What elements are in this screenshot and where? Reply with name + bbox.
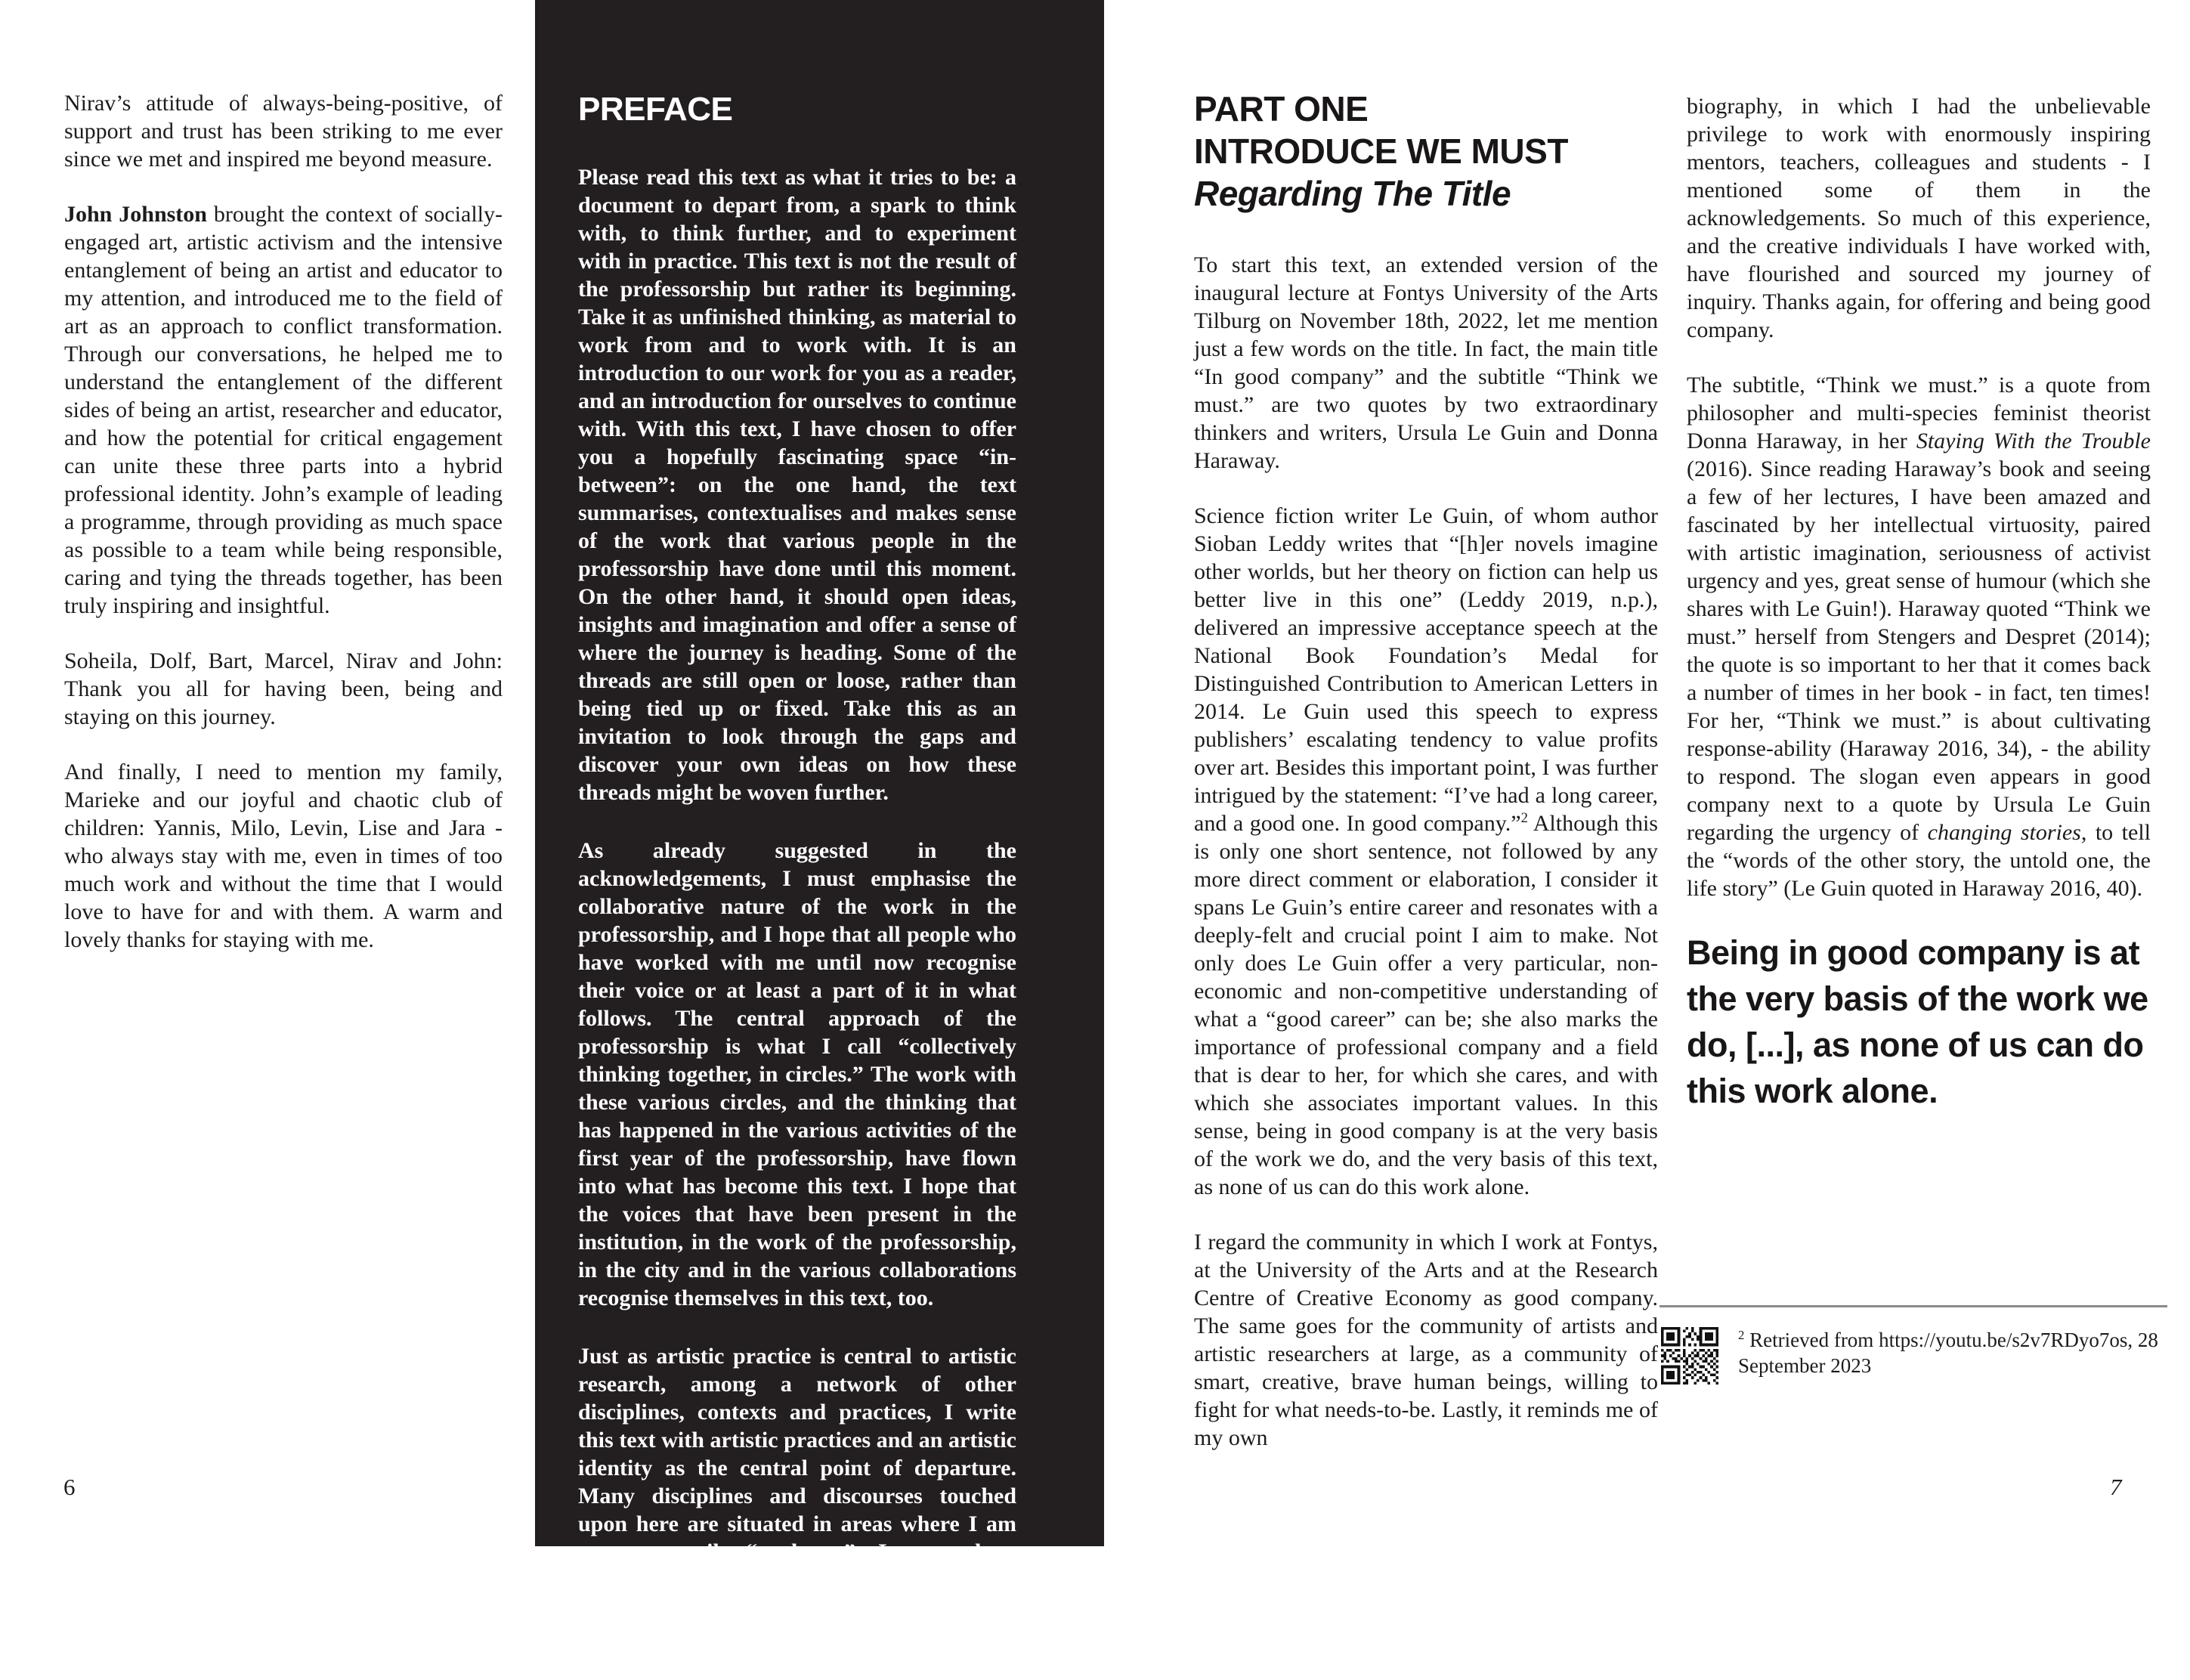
body-paragraph: Please read this text as what it tries to be: a document to depart from, a spark to think with, to think further, and to experiment with in practice. This text is not the result of the professorship but rather its beginning. Take it as unfinished thinking, as material to work from and to work with. It is an introduction to our work for you as a reader, and an introduction for ourselves to continue with. With this text, I have chosen to offer you a hopefully fascinating space “in-between”: on the one hand, the text summarises, contextualises and makes sense of the work that various people in the professorship have done until this moment. On the other hand, it should open ideas, insights and imagination and offer a sense of where the journey is heading. Some of the threads are still open or loose, rather than being tied up or fixed. Take this as an invitation to look through the gaps and discover your own ideas on how these threads might be woven further. [578,165,1016,805]
body-paragraph: Nirav’s attitude of always-being-positive, of support and trust has been striking to me ever since we met and inspired me beyond measure. [64,91,503,172]
body-paragraph: Just as artistic practice is central to artistic research, among a network of other disciplines, contexts and practices, I write this text with artistic practices and an artistic identity as the central point of departure. Many disciplines and discourses touched upon here are situated in areas where I am not necessarily “at home”; I enter them rather as a guest, a visitor, exploring resonances and exchanging with them through the perspective of the arts. [578,1344,1016,1648]
right-page-column-2 [1687,92,2151,1114]
body-paragraph: The subtitle, “Think we must.” is a quote from philosopher and multi-species feminist theorist Donna Haraway, in her Staying With the Trouble (2016). Since reading Haraway’s book and seeing a few of her lectures, I have been amazed and fascinated by her intellectual virtuosity, paired with artistic imagination, seriousness of activist urgency and yes, great sense of humour (which she shares with Le Guin!). Haraway quoted “Think we must.” herself from Stengers and Despret (2014); the quote is so important to her that it comes back a number of times in her book - in fact, ten times! For her, “Think we must.” is about cultivating response-ability (Haraway 2016, 34), - the ability to respond. The slogan even appears in good company next to a quote by Ursula Le Guin regarding the urgency of changing stories, to tell the “words of the other story, the untold one, the life story” (Le Guin quoted in Haraway 2016, 40). [1687,373,2151,901]
part-title-line1: PART ONE [1194,89,1369,128]
qr-code-icon [1661,1327,1718,1385]
pull-quote: Being in good company is at the very basis of the work we do, [...], as none of us can do this work alone. [1687,933,2148,1110]
part-one-heading [1194,88,1663,215]
page-number-left: 6 [63,1474,76,1500]
body-paragraph: John Johnston brought the context of socially-engaged art, artistic activism and the intensive entanglement of being an artist and educator to my attention, and introduced me to the field of art as an approach to conflict transformation. Through our conversations, he helped me to understand the entanglement of the different sides of being an artist, researcher and educator, and how the potential for critical engagement can unite these three parts into a hybrid professional identity. John’s example of leading a programme, through providing as much space as possible to a team while being responsible, caring and tying the threads together, has been truly inspiring and insightful. [64,202,503,618]
part-title-line2: INTRODUCE WE MUST [1194,131,1568,171]
footnote-divider [1660,1305,2167,1307]
preface-column [578,92,1016,1680]
part-title-line3: Regarding The Title [1194,174,1511,213]
body-paragraph: Science fiction writer Le Guin, of whom author Sioban Leddy writes that “[h]er novels imagine other worlds, but her theory on fiction can help us better live in this one” (Leddy 2019, n.p.), delivered an impressive acceptance speech at the National Book Foundation’s Medal for Distinguished Contribution to American Letters in 2014. Le Guin used this speech to express publishers’ escalating tendency to value profits over art. Besides this important point, I was further intrigued by the statement: “I’ve had a long career, and a good one. In good company.”$^2$ Although this is only one short sentence, not followed by any more direct comment or elaboration, I consider it spans Le Guin’s entire career and resonates with a deeply-felt and crucial point I aim to make. Not only does Le Guin offer a very particular, non-economic and non-competitive understanding of what a “good career” can be; she also marks the importance of professional company and a field that is dear to her, for which she cares, and with which she associates important values. In this sense, being in good company is at the very basis of the work we do, and the very basis of this text, as none of us can do this work alone. [1194,503,1658,1199]
preface-panel [535,0,1104,1648]
preface-title: PREFACE [578,91,733,128]
body-paragraph: Soheila, Dolf, Bart, Marcel, Nirav and John: Thank you all for having been, being and staying on this journey. [64,648,503,729]
body-paragraph: As already suggested in the acknowledgements, I must emphasise the collaborative nature of the work in the professorship, and I hope that all people who have worked with me until now recognise their voice or at least a part of it in what follows. The central approach of the professorship is what I call “collectively thinking together, in circles.” The work with these various circles, and the thinking that has happened in the various activities of the first year of the professorship, have flown into what has become this text. I hope that the voices that have been present in the institution, in the work of the professorship, in the city and in the various collaborations recognise themselves in this text, too. [578,838,1016,1310]
footnote-text: $^2$ Retrieved from https://youtu.be/s2v7RDyo7os, 28 September 2023 [1738,1328,2158,1377]
right-page-column-1 [1194,251,1658,1479]
body-paragraph: biography, in which I had the unbelievable privilege to work with enormously inspiring mentors, teachers, colleagues and students - I mentioned some of them in the acknowledgements. So much of this experience, and the creative individuals I have worked with, have flourished and sourced my journey of inquiry. Thanks again, for offering and being good company. [1687,94,2151,342]
acknowledgements-column [64,89,503,981]
body-paragraph: And finally, I need to mention my family, Marieke and our joyful and chaotic club of children: Yannis, Milo, Levin, Lise and Jara - who always stay with me, even in times of too much work and without the time that I would love to have for and with them. A warm and lovely thanks for staying with me. [64,760,503,952]
body-paragraph: To start this text, an extended version of the inaugural lecture at Fontys University of the Arts Tilburg on November 18th, 2022, let me mention just a few words on the title. In fact, the main title “In good company” and the subtitle “Think we must.” are two quotes by two extraordinary thinkers and writers, Ursula Le Guin and Donna Haraway. [1194,252,1658,473]
footnote [1660,1305,2167,1385]
page-number-right: 7 [2110,1474,2122,1500]
body-paragraph: I regard the community in which I work at Fontys, at the University of the Arts and at the Research Centre of Creative Economy as good company. The same goes for the community of artists and artistic researchers at large, as a community of smart, creative, brave human beings, willing to fight for what needs-to-be. Lastly, it reminds me of my own [1194,1230,1658,1450]
